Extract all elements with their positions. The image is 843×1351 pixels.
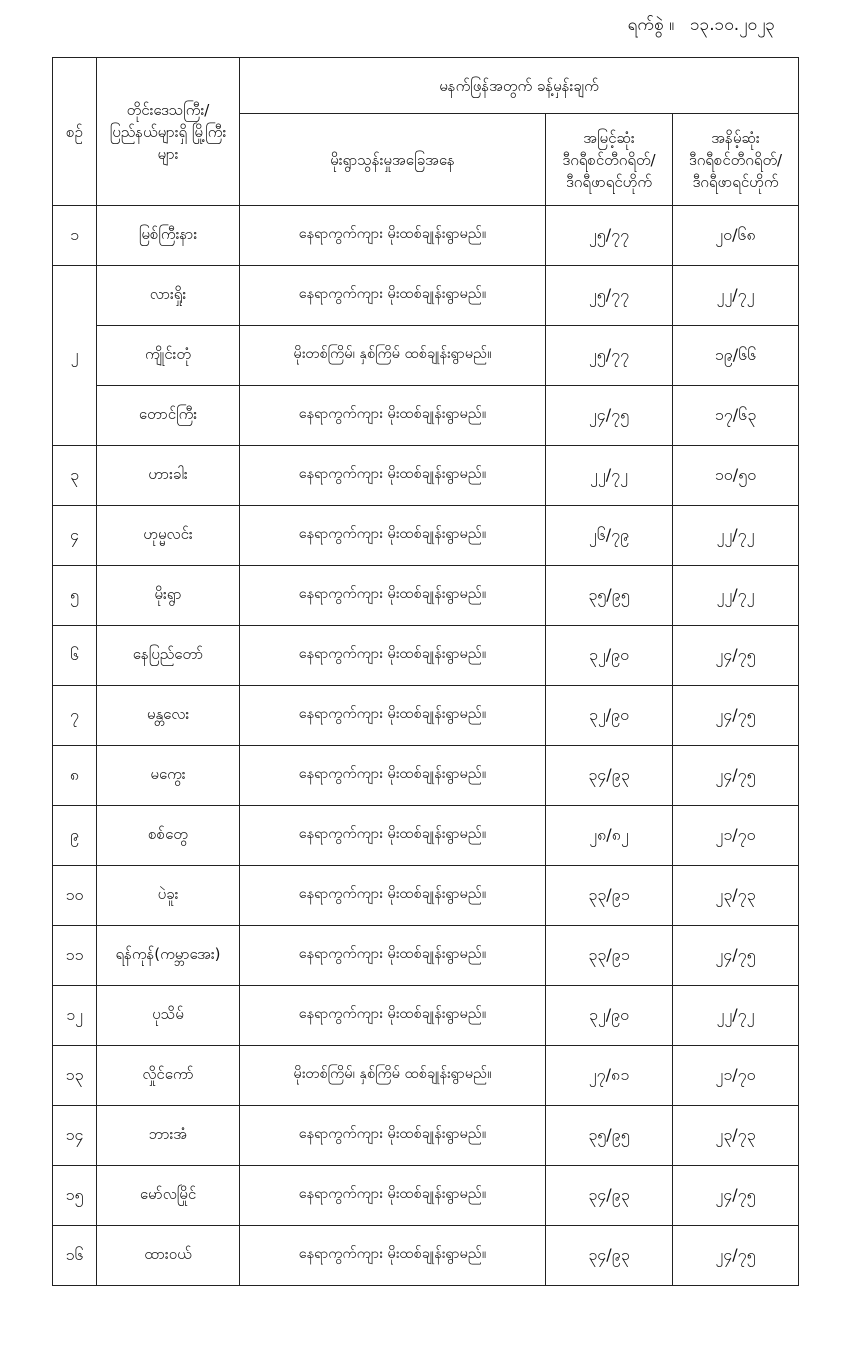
row-condition: နေရာကွက်ကျား မိုးထစ်ချုန်းရွာမည်။: [240, 206, 546, 266]
row-condition: နေရာကွက်ကျား မိုးထစ်ချုန်းရွာမည်။: [240, 986, 546, 1046]
row-condition: နေရာကွက်ကျား မိုးထစ်ချုန်းရွာမည်။: [240, 866, 546, 926]
row-condition: နေရာကွက်ကျား မိုးထစ်ချုန်းရွာမည်။: [240, 386, 546, 446]
row-condition: နေရာကွက်ကျား မိုးထစ်ချုန်းရွာမည်။: [240, 566, 546, 626]
row-condition: မိုးတစ်ကြိမ်၊ နှစ်ကြိမ် ထစ်ချုန်းရွာမည်။: [240, 1046, 546, 1106]
row-town: ဟုမ္မလင်း: [97, 506, 240, 566]
row-town: ထားဝယ်: [97, 1226, 240, 1286]
header-forecast-group: မနက်ဖြန်အတွက် ခန့်မှန်းချက်: [240, 58, 799, 114]
row-index: ၂: [53, 266, 97, 446]
row-town: မန္တလေး: [97, 686, 240, 746]
forecast-table: [52, 57, 799, 1286]
row-index: ၈: [53, 746, 97, 806]
header-town: တိုင်းဒေသကြီး/ ပြည်နယ်များရှိ မြို့ကြီးများ: [97, 58, 240, 206]
row-max-temp: ၂၅/၇၇: [546, 206, 673, 266]
row-min-temp: ၂၃/၇၃: [673, 866, 799, 926]
row-max-temp: ၃၄/၉၃: [546, 746, 673, 806]
row-min-temp: ၂၂/၇၂: [673, 986, 799, 1046]
row-condition: နေရာကွက်ကျား မိုးထစ်ချုန်းရွာမည်။: [240, 506, 546, 566]
header-min-line2: ဒီဂရီစင်တီဂရိတ်/: [688, 150, 783, 169]
date-label: ရက်စွဲ ။: [627, 15, 675, 35]
row-condition: နေရာကွက်ကျား မိုးထစ်ချုန်းရွာမည်။: [240, 626, 546, 686]
table-row: [53, 686, 799, 746]
header-min-temp: [673, 114, 799, 206]
row-town: မိုးရွာ: [97, 566, 240, 626]
row-max-temp: ၃၂/၉၀: [546, 686, 673, 746]
row-town: ဟားခါး: [97, 446, 240, 506]
row-min-temp: ၁၇/၆၃: [673, 386, 799, 446]
table-row: [53, 1106, 799, 1166]
row-index: ၁၁: [53, 926, 97, 986]
row-max-temp: ၃၃/၉၁: [546, 866, 673, 926]
row-min-temp: ၁၉/၆၆: [673, 326, 799, 386]
row-index: ၄: [53, 506, 97, 566]
table-row: [53, 566, 799, 626]
row-min-temp: ၂၀/၆၈: [673, 206, 799, 266]
header-min-line1: အနိမ့်ဆုံး: [711, 128, 760, 147]
table-row: [53, 986, 799, 1046]
row-max-temp: ၂၄/၇၅: [546, 386, 673, 446]
row-town: လှိုင်ကော်: [97, 1046, 240, 1106]
row-index: ၁: [53, 206, 97, 266]
table-row: [53, 1046, 799, 1106]
header-min-line3: ဒီဂရီဖာရင်ဟိုက်: [692, 172, 779, 191]
date-line: [628, 14, 775, 39]
row-index: ၆: [53, 626, 97, 686]
table-row: [53, 326, 799, 386]
row-condition: နေရာကွက်ကျား မိုးထစ်ချုန်းရွာမည်။: [240, 1106, 546, 1166]
row-condition: နေရာကွက်ကျား မိုးထစ်ချုန်းရွာမည်။: [240, 686, 546, 746]
row-max-temp: ၂၇/၈၁: [546, 1046, 673, 1106]
row-index: ၇: [53, 686, 97, 746]
row-condition: မိုးတစ်ကြိမ်၊ နှစ်ကြိမ် ထစ်ချုန်းရွာမည်။: [240, 326, 546, 386]
table-row: [53, 626, 799, 686]
header-max-line3: ဒီဂရီဖာရင်ဟိုက်: [565, 172, 653, 191]
row-index: ၁၄: [53, 1106, 97, 1166]
row-min-temp: ၂၃/၇၃: [673, 1106, 799, 1166]
row-town: ဘားအံ: [97, 1106, 240, 1166]
row-min-temp: ၂၂/၇၂: [673, 566, 799, 626]
row-max-temp: ၂၅/၇၇: [546, 326, 673, 386]
row-town: စစ်တွေ: [97, 806, 240, 866]
row-min-temp: ၂၄/၇၅: [673, 686, 799, 746]
row-min-temp: ၂၂/၇၂: [673, 506, 799, 566]
table-row: [53, 866, 799, 926]
row-min-temp: ၂၄/၇၅: [673, 1226, 799, 1286]
row-town: ပဲခူး: [97, 866, 240, 926]
row-town: မြစ်ကြီးနား: [97, 206, 240, 266]
row-max-temp: ၂၈/၈၂: [546, 806, 673, 866]
row-index: ၁၀: [53, 866, 97, 926]
table-row: [53, 806, 799, 866]
row-condition: နေရာကွက်ကျား မိုးထစ်ချုန်းရွာမည်။: [240, 266, 546, 326]
date-value: ၁၃.၁၀.၂၀၂၃: [690, 15, 775, 35]
row-index: ၁၆: [53, 1226, 97, 1286]
row-max-temp: ၂၆/၇၉: [546, 506, 673, 566]
row-town: တောင်ကြီး: [97, 386, 240, 446]
header-max-line1: အမြင့်ဆုံး: [583, 128, 635, 147]
row-condition: နေရာကွက်ကျား မိုးထစ်ချုန်းရွာမည်။: [240, 746, 546, 806]
header-max-line2: ဒီဂရီစင်တီဂရိတ်/: [562, 150, 656, 169]
row-max-temp: ၂၂/၇၂: [546, 446, 673, 506]
row-index: ၃: [53, 446, 97, 506]
row-condition: နေရာကွက်ကျား မိုးထစ်ချုန်းရွာမည်။: [240, 1226, 546, 1286]
header-index: စဉ်: [53, 58, 97, 206]
row-condition: နေရာကွက်ကျား မိုးထစ်ချုန်းရွာမည်။: [240, 1166, 546, 1226]
row-max-temp: ၃၂/၉၀: [546, 986, 673, 1046]
row-index: ၉: [53, 806, 97, 866]
row-max-temp: ၃၃/၉၁: [546, 926, 673, 986]
row-index: ၁၅: [53, 1166, 97, 1226]
table-row: [53, 506, 799, 566]
row-town: နေပြည်တော်: [97, 626, 240, 686]
row-min-temp: ၂၂/၇၂: [673, 266, 799, 326]
row-town: ကျိုင်းတုံ: [97, 326, 240, 386]
row-min-temp: ၁၀/၅၀: [673, 446, 799, 506]
table-row: [53, 266, 799, 326]
table-row: [53, 926, 799, 986]
row-min-temp: ၂၄/၇၅: [673, 746, 799, 806]
row-town: မော်လမြိုင်: [97, 1166, 240, 1226]
row-max-temp: ၃၅/၉၅: [546, 1106, 673, 1166]
header-condition: မိုးရွာသွန်းမှုအခြေအနေ: [240, 114, 546, 206]
row-condition: နေရာကွက်ကျား မိုးထစ်ချုန်းရွာမည်။: [240, 926, 546, 986]
table-row: [53, 1226, 799, 1286]
row-max-temp: ၃၄/၉၃: [546, 1166, 673, 1226]
row-town: မကွေး: [97, 746, 240, 806]
row-min-temp: ၂၄/၇၅: [673, 626, 799, 686]
header-max-temp: [546, 114, 673, 206]
row-max-temp: ၃၅/၉၅: [546, 566, 673, 626]
row-index: ၁၃: [53, 1046, 97, 1106]
row-min-temp: ၂၄/၇၅: [673, 1166, 799, 1226]
row-max-temp: ၃၄/၉၃: [546, 1226, 673, 1286]
row-town: လားရှိုး: [97, 266, 240, 326]
row-min-temp: ၂၁/၇၀: [673, 806, 799, 866]
row-index: ၁၂: [53, 986, 97, 1046]
table-row: [53, 386, 799, 446]
table-row: [53, 1166, 799, 1226]
row-town: ရန်ကုန်(ကမ္ဘာအေး): [97, 926, 240, 986]
row-index: ၅: [53, 566, 97, 626]
row-town: ပုသိမ်: [97, 986, 240, 1046]
table-row: [53, 206, 799, 266]
row-min-temp: ၂၄/၇၅: [673, 926, 799, 986]
row-condition: နေရာကွက်ကျား မိုးထစ်ချုန်းရွာမည်။: [240, 446, 546, 506]
table-row: [53, 446, 799, 506]
row-max-temp: ၃၂/၉၀: [546, 626, 673, 686]
row-condition: နေရာကွက်ကျား မိုးထစ်ချုန်းရွာမည်။: [240, 806, 546, 866]
row-max-temp: ၂၅/၇၇: [546, 266, 673, 326]
row-min-temp: ၂၁/၇၀: [673, 1046, 799, 1106]
table-row: [53, 746, 799, 806]
